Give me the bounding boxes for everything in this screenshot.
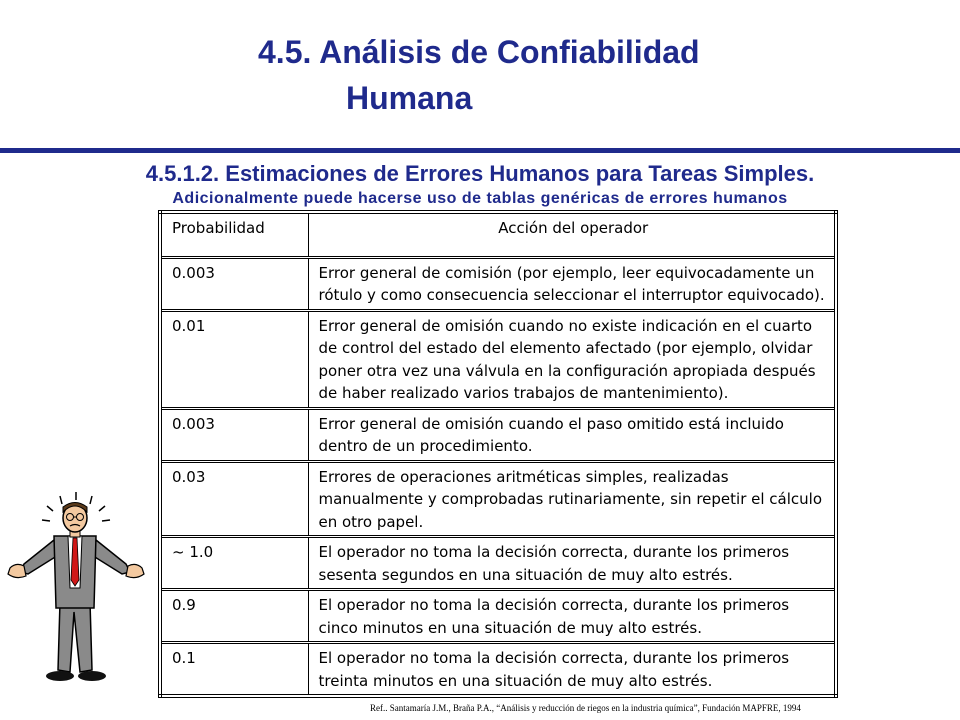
probability-cell: 0.1 <box>160 643 308 697</box>
human-error-table <box>158 210 838 698</box>
table-row <box>160 537 836 590</box>
action-cell: Errores de operaciones aritméticas simples, realizadas manualmente y comprobadas rutinariamente, sin repetir el cálculo en otro papel. <box>308 461 836 537</box>
action-cell: Error general de omisión cuando no existe indicación en el cuarto de control del estado del elemento afectado (por ejemplo, olvidar poner otra vez una válvula en la configuración apropiada después de haber realizado varios trabajos de mantenimiento). <box>308 310 836 408</box>
column-header-probability: Probabilidad <box>160 212 308 257</box>
page-title-continued: Humana <box>346 80 473 116</box>
probability-cell: 0.003 <box>160 408 308 461</box>
page-title: 4.5. Análisis de Confiabilidad <box>258 34 700 70</box>
table-row <box>160 643 836 697</box>
reference-citation: Ref.. Santamaría J.M., Braña P.A., “Análisis y reducción de riegos en la industria química”, Fundación MAPFRE, 1994 <box>370 703 801 713</box>
action-cell: El operador no toma la decisión correcta, durante los primeros sesenta segundos en una situación de muy alto estrés. <box>308 537 836 590</box>
table-row <box>160 408 836 461</box>
action-cell: Error general de comisión (por ejemplo, leer equivocadamente un rótulo y como consecuencia seleccionar el interruptor equivocado). <box>308 257 836 310</box>
table-header-row <box>160 212 836 257</box>
column-header-action: Acción del operador <box>308 212 836 257</box>
probability-cell: 0.03 <box>160 461 308 537</box>
confused-businessman-icon <box>2 492 152 692</box>
action-cell: El operador no toma la decisión correcta, durante los primeros treinta minutos en una situación de muy alto estrés. <box>308 643 836 697</box>
table-row <box>160 257 836 310</box>
section-heading: 4.5.1.2. Estimaciones de Errores Humanos para Tareas Simples. <box>145 161 815 186</box>
table-row <box>160 310 836 408</box>
title-divider <box>0 148 960 153</box>
probability-cell: 0.003 <box>160 257 308 310</box>
probability-cell: 0.9 <box>160 590 308 643</box>
probability-cell: ~ 1.0 <box>160 537 308 590</box>
action-cell: El operador no toma la decisión correcta, durante los primeros cinco minutos en una situación de muy alto estrés. <box>308 590 836 643</box>
section-subheading: Adicionalmente puede hacerse uso de tablas genéricas de errores humanos <box>172 190 788 207</box>
table-row <box>160 461 836 537</box>
table-row <box>160 590 836 643</box>
probability-cell: 0.01 <box>160 310 308 408</box>
action-cell: Error general de omisión cuando el paso omitido está incluido dentro de un procedimiento. <box>308 408 836 461</box>
